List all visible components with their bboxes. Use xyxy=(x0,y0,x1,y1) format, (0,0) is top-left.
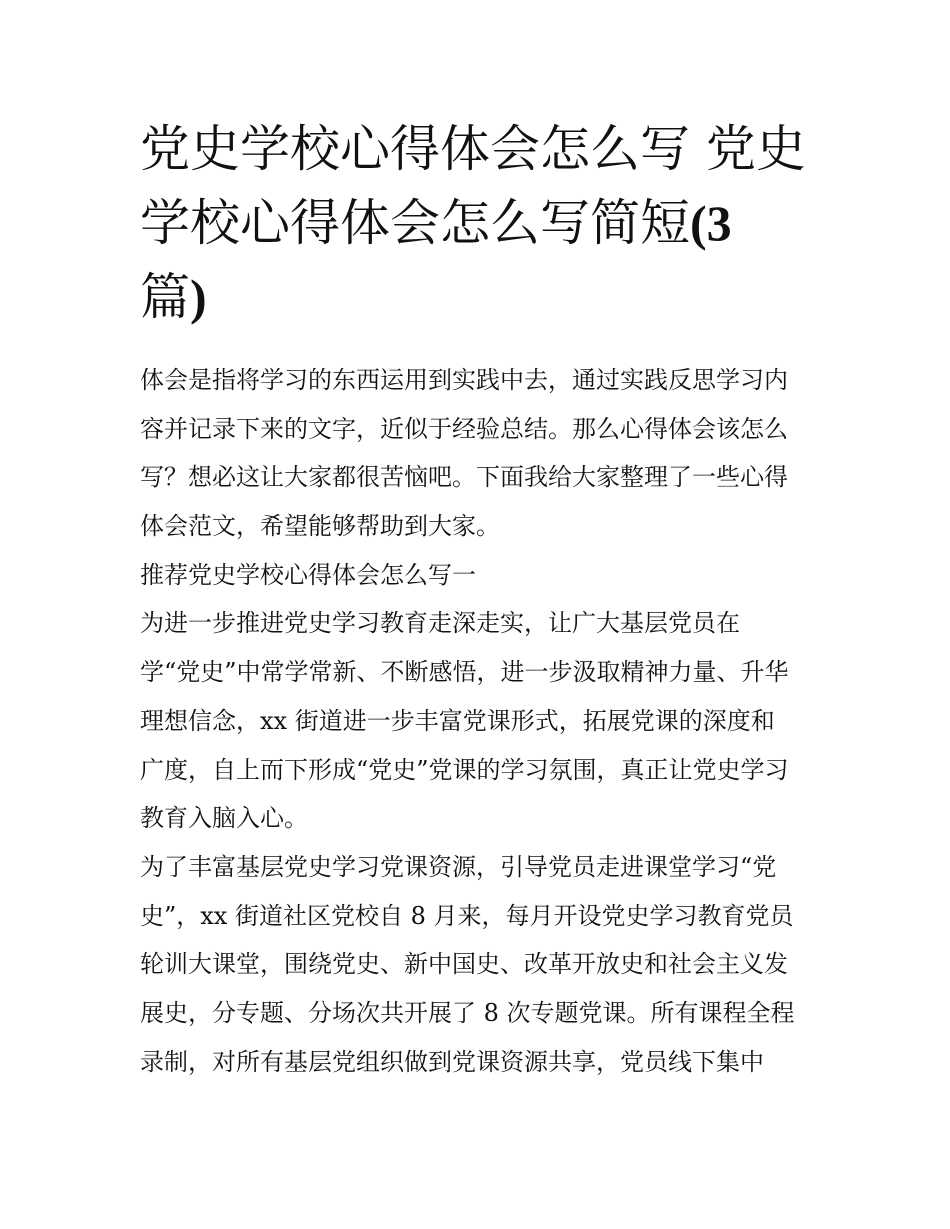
title-line-2-text: 学校心得体会怎么写简短 xyxy=(140,194,690,252)
body-line: 录制，对所有基层党组织做到党课资源共享，党员线下集中 xyxy=(140,1047,764,1076)
body-line: 学“党史”中常学常新、不断感悟，进一步汲取精神力量、升华 xyxy=(140,658,789,687)
body-line: 为进一步推进党史学习教育走深走实，让广大基层党员在 xyxy=(140,609,740,638)
section-heading: 推荐党史学校心得体会怎么写一 xyxy=(140,560,476,589)
body-line: 广度，自上而下形成“党史”党课的学习氛围，真正让党史学习 xyxy=(140,755,789,784)
title-line-3-text: 篇 xyxy=(140,268,190,326)
body-line: 轮训大课堂，围绕党史、新中国史、改革开放史和社会主义发 xyxy=(140,950,788,979)
body-line: 教育入脑入心。 xyxy=(140,804,308,833)
title-line-3-paren: ) xyxy=(190,269,207,325)
body-line: 体会范文，希望能够帮助到大家。 xyxy=(140,512,500,541)
title-line-3 xyxy=(140,260,820,334)
title-line-2 xyxy=(140,186,820,260)
title-line-1: 党史学校心得体会怎么写 党史 xyxy=(140,120,806,178)
document-body xyxy=(140,356,820,1086)
body-line: 体会是指将学习的东西运用到实践中去，通过实践反思学习内 xyxy=(140,366,788,394)
body-line: 容并记录下来的文字，近似于经验总结。那么心得体会该怎么 xyxy=(140,414,788,443)
body-line: 史”，xx 街道社区党校自 8 月来，每月开设党史学习教育党员 xyxy=(140,901,794,930)
body-line: 展史，分专题、分场次共开展了 8 次专题党课。所有课程全程 xyxy=(140,998,795,1027)
body-line: 写？想必这让大家都很苦恼吧。下面我给大家整理了一些心得 xyxy=(140,463,788,492)
body-line: 理想信念，xx 街道进一步丰富党课形式，拓展党课的深度和 xyxy=(140,706,775,735)
body-line: 为了丰富基层党史学习党课资源，引导党员走进课堂学习“党 xyxy=(140,852,777,881)
document-title xyxy=(140,112,820,334)
title-line-2-count: (3 xyxy=(690,195,732,251)
